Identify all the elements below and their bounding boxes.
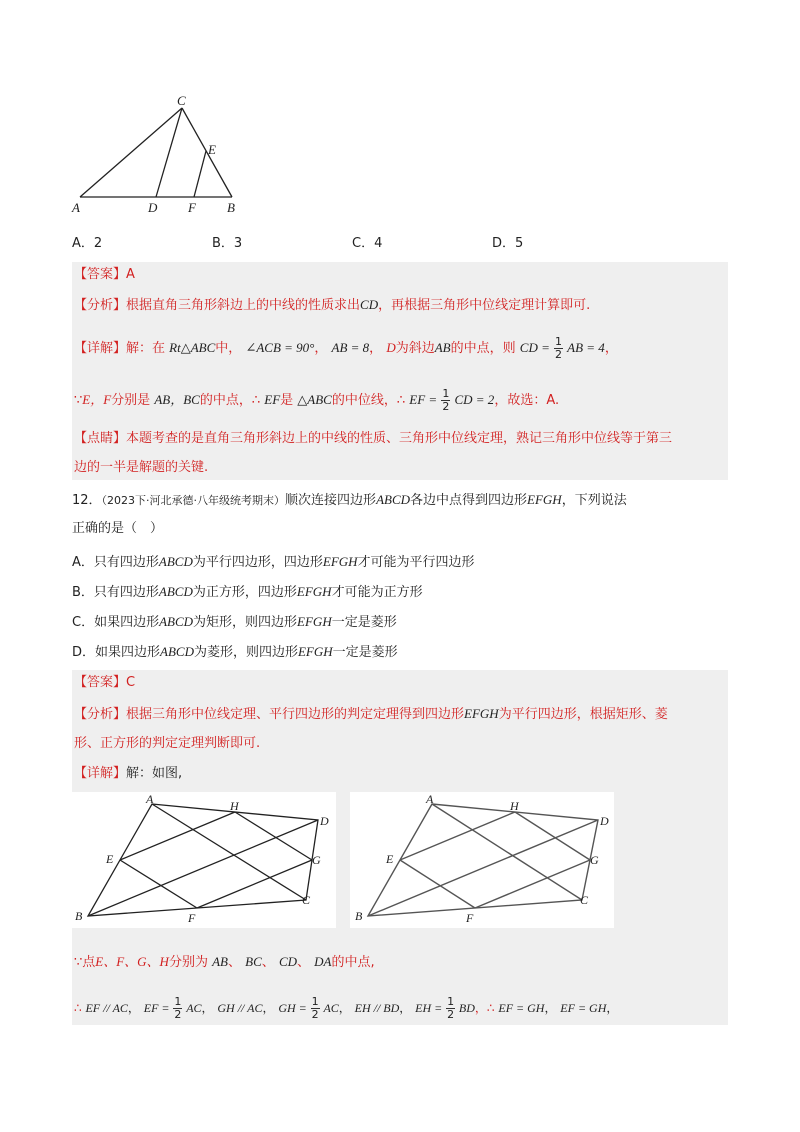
label-b: B	[75, 909, 83, 923]
option-c: C．4	[352, 236, 383, 251]
quadrilateral-figure-right	[350, 792, 614, 928]
label-f: F	[188, 911, 196, 925]
label-b: B	[355, 909, 363, 923]
q11-analysis-line: 【分析】根据直角三角形斜边上的中线的性质求出CD，再根据三角形中位线定理计算即可.	[74, 297, 591, 313]
q12-analysis-line-2: 形、正方形的判定定理判断即可.	[74, 736, 261, 751]
label-h: H	[510, 799, 519, 813]
label-c: C	[302, 893, 311, 907]
q11-key-point-line-2: 边的一半是解题的关键.	[74, 460, 209, 475]
q11-midline-line: ∵E，F分别是 AB，BC的中点，∴ EF是 △ABC的中位线，∴ EF = $\frac{1}{2}$ CD = 2，故选：A.	[74, 387, 560, 413]
q12-stem-line-2: 正确的是（ ）	[72, 521, 164, 536]
q11-key-point-line-1: 【点睛】本题考查的是直角三角形斜边上的中线的性质、三角形中位线定理，熟记三角形中位线等于第三	[74, 431, 673, 446]
q12-conclusion-line: ∴ EF // AC， EF = $\frac{1}{2}$ AC， GH // AC， GH = $\frac{1}{2}$ AC， EH // BD， EH = $\frac{1}{2}$ BD，∴ EF = GH， EF = GH，	[74, 995, 619, 1021]
label-d: D	[320, 814, 329, 828]
label-c: C	[177, 93, 186, 108]
q12-option-d: D．如果四边形ABCD为菱形，则四边形EFGH一定是菱形	[72, 644, 398, 660]
q12-detail-line: 【详解】解：如图,	[74, 766, 183, 781]
label-a: A	[146, 792, 154, 806]
option-b: B．3	[212, 236, 243, 251]
label-a: A	[426, 792, 434, 806]
q12-option-a: A．只有四边形ABCD为平行四边形，四边形EFGH才可能为平行四边形	[72, 554, 475, 570]
option-d: D．5	[492, 236, 524, 251]
q12-stem-line-1: 12．（2023下·河北承德·八年级统考期末）顺次连接四边形ABCD各边中点得到四边形EFGH，下列说法	[72, 492, 627, 508]
q12-analysis-line-1: 【分析】根据三角形中位线定理、平行四边形的判定定理得到四边形EFGH为平行四边形，根据矩形、菱	[74, 706, 668, 722]
label-e: E	[386, 852, 394, 866]
quadrilateral-figure-left	[72, 792, 336, 928]
q12-option-c: C．如果四边形ABCD为矩形，则四边形EFGH一定是菱形	[72, 614, 397, 630]
q12-answer-line: 【答案】C	[74, 675, 136, 690]
label-g: G	[590, 853, 599, 867]
label-d: D	[600, 814, 609, 828]
triangle-figure	[70, 92, 250, 217]
label-f: F	[466, 911, 474, 925]
q11-answer-line: 【答案】A	[74, 267, 135, 282]
option-a: A．2	[72, 236, 103, 251]
q12-option-b: B．只有四边形ABCD为正方形，四边形EFGH才可能为正方形	[72, 584, 423, 600]
label-e: E	[106, 852, 114, 866]
q11-detail-line: 【详解】解：在 Rt△ABC中， ∠ACB = 90°， AB = 8， D为斜边AB的中点，则 CD = $\frac{1}{2}$ AB = 4，	[74, 335, 618, 361]
label-a: A	[72, 200, 80, 215]
label-h: H	[230, 799, 239, 813]
label-e: E	[208, 142, 216, 157]
q12-midpoint-line: ∵点E、F、G、H分别为 AB、 BC、 CD、 DA的中点,	[74, 954, 375, 970]
label-c: C	[580, 893, 589, 907]
label-b: B	[227, 200, 235, 215]
label-g: G	[312, 853, 321, 867]
label-f: F	[188, 200, 196, 215]
label-d: D	[148, 200, 158, 215]
